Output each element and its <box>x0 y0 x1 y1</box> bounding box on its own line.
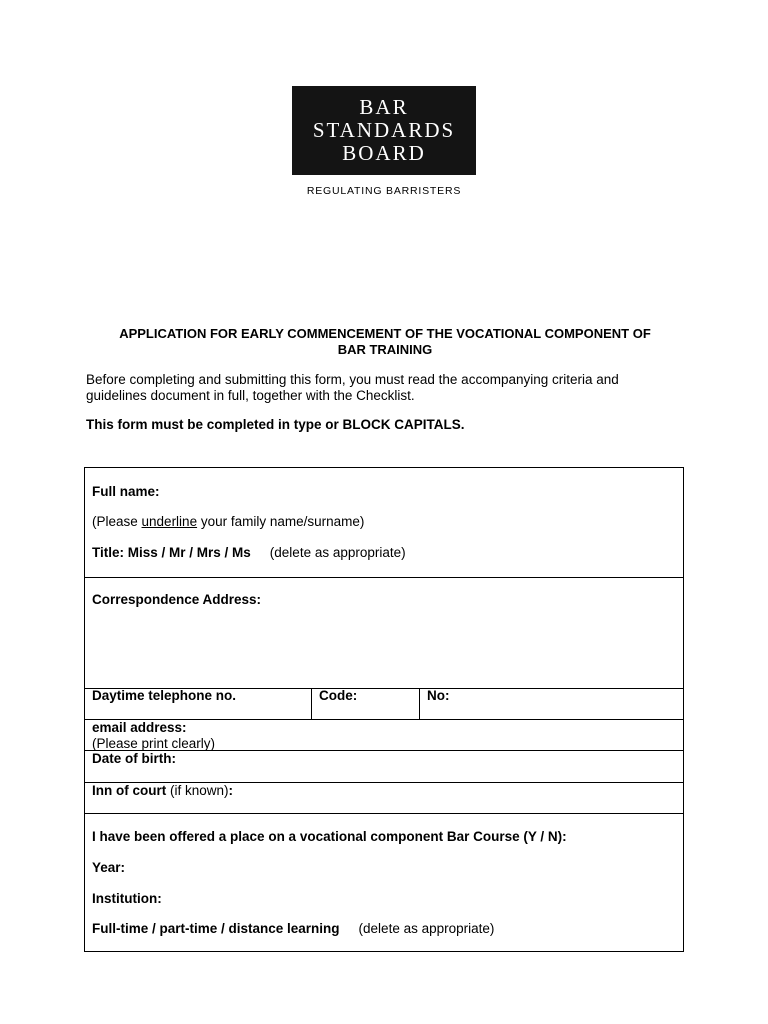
inn-label: Inn of court <box>92 783 167 798</box>
title-note: (delete as appropriate) <box>269 545 406 560</box>
intro-line1: Before completing and submitting this form, you must read the accompanying criteria and <box>86 372 619 387</box>
dob-row[interactable] <box>85 751 683 783</box>
underline-instruction: (Please underline your family name/surname) <box>92 514 365 529</box>
telephone-cell[interactable] <box>85 689 312 719</box>
code-label: Code: <box>319 688 358 703</box>
form-title-line1: APPLICATION FOR EARLY COMMENCEMENT OF THE VOCATIONAL COMPONENT OF <box>119 326 651 341</box>
telephone-row <box>85 689 683 720</box>
logo-tagline: REGULATING BARRISTERS <box>306 185 462 197</box>
inn-line: Inn of court (if known): <box>92 783 234 798</box>
inn-note: (if known) <box>166 783 229 798</box>
form-title <box>86 326 684 358</box>
logo-line: STANDARDS <box>312 118 456 142</box>
application-form-table <box>84 467 684 952</box>
full-name-label: Full name: <box>92 484 160 499</box>
address-section[interactable] <box>85 578 683 689</box>
institution-label: Institution: <box>92 891 162 906</box>
number-label: No: <box>427 688 450 703</box>
form-title-line2: BAR TRAINING <box>337 342 433 357</box>
course-offer-label: I have been offered a place on a vocational component Bar Course (Y / N): <box>92 829 567 844</box>
code-cell[interactable] <box>312 689 420 719</box>
inn-row[interactable] <box>85 783 683 814</box>
year-label: Year: <box>92 860 126 875</box>
mode-line <box>92 921 494 937</box>
course-section[interactable] <box>85 814 683 951</box>
email-note: (Please print clearly) <box>92 736 216 751</box>
logo-wordmark <box>292 86 476 175</box>
bsb-logo <box>292 86 476 197</box>
logo-line: BAR <box>359 95 409 119</box>
address-label: Correspondence Address: <box>92 592 262 607</box>
number-cell[interactable] <box>420 689 683 719</box>
name-section[interactable] <box>85 468 683 578</box>
telephone-label: Daytime telephone no. <box>92 688 237 703</box>
email-label: email address: <box>92 720 187 735</box>
study-mode-label: Full-time / part-time / distance learning <box>92 921 340 936</box>
study-mode-note: (delete as appropriate) <box>358 921 495 936</box>
block-capitals-note: This form must be completed in type or BLOCK CAPITALS. <box>86 417 465 432</box>
intro-paragraph <box>86 372 684 404</box>
logo-line: BOARD <box>342 141 426 165</box>
title-label: Title: Miss / Mr / Mrs / Ms <box>92 545 251 560</box>
email-row[interactable] <box>85 720 683 751</box>
dob-label: Date of birth: <box>92 751 176 766</box>
intro-line2: guidelines document in full, together with the Checklist. <box>86 388 415 403</box>
title-line <box>92 545 406 561</box>
